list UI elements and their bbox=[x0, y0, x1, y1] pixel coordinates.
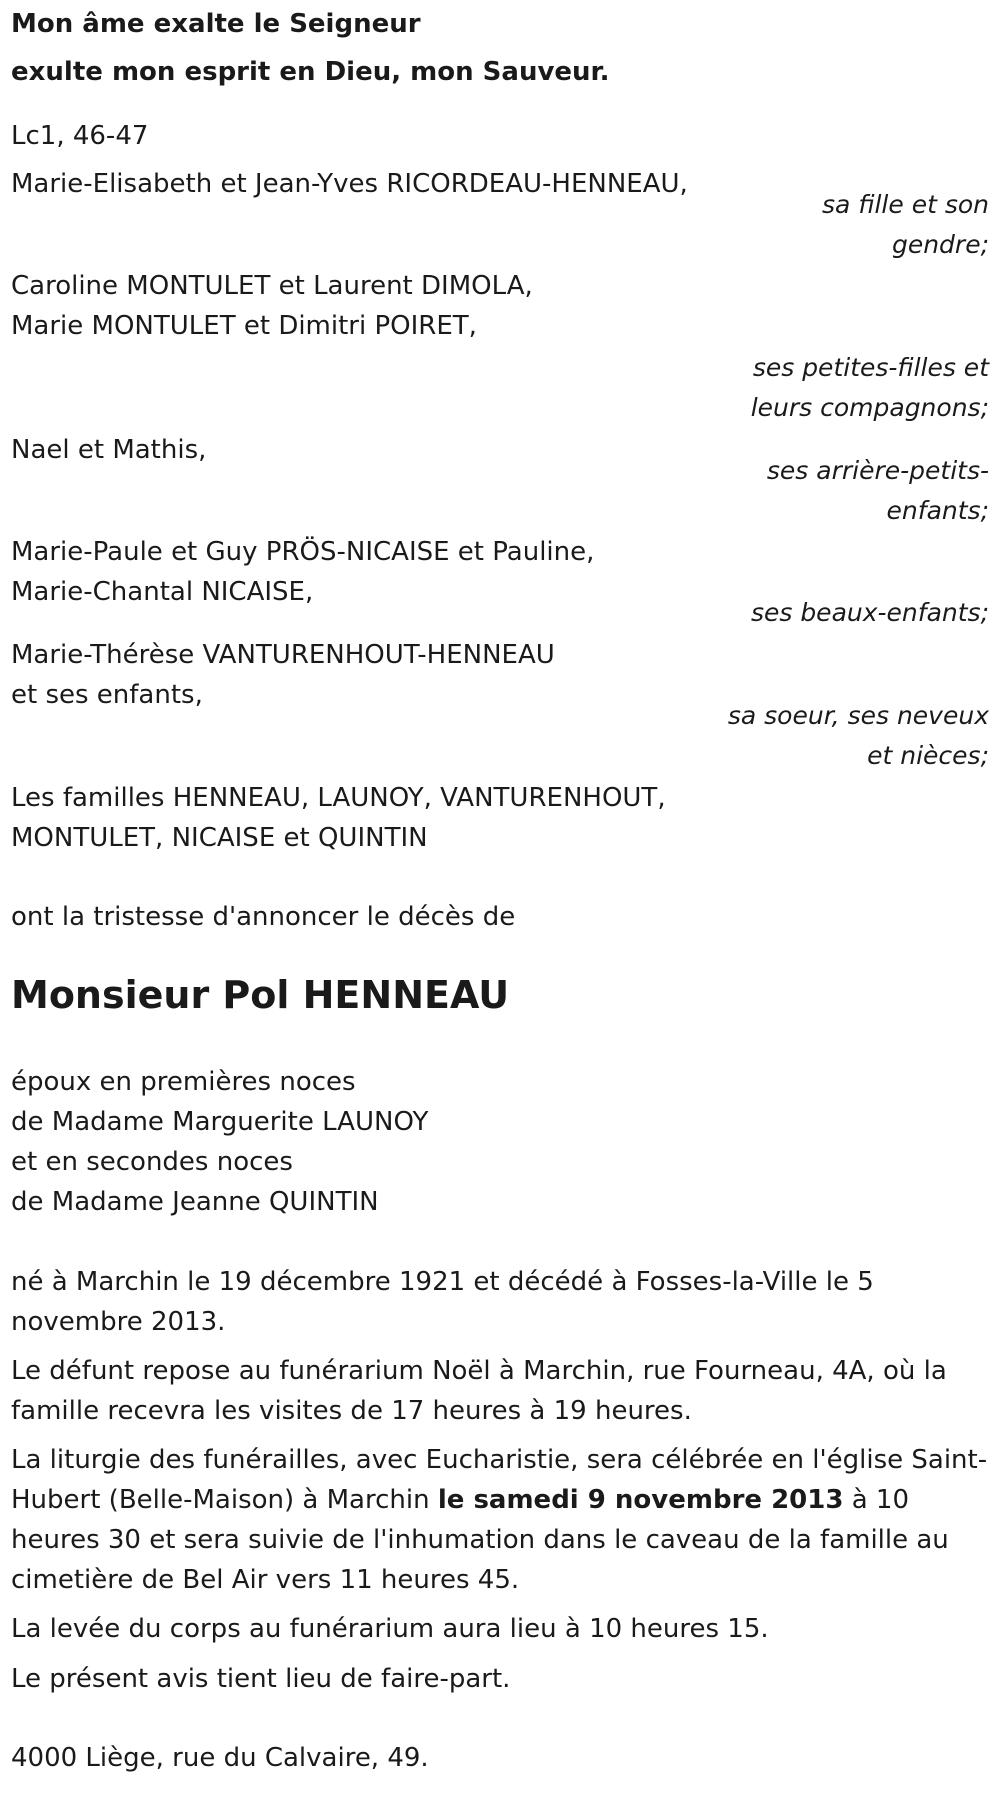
family-names: Marie MONTULET et Dimitri POIRET, bbox=[11, 311, 477, 341]
family-relation: ses beaux-enfants; bbox=[750, 598, 989, 627]
family-names: Marie-Thérèse VANTURENHOUT-HENNEAU bbox=[11, 640, 555, 670]
liturgy-text: La liturgie des funérailles, avec Eucharistie, sera célébrée en l'église Saint-Hubert (Belle-Maison) à Marchin bbox=[11, 1445, 988, 1515]
faire-part-notice: Le présent avis tient lieu de faire-part. bbox=[11, 1664, 511, 1694]
levee-info: La levée du corps au funérarium aura lieu à 10 heures 15. bbox=[11, 1614, 769, 1644]
family-relation: ses petites-filles et bbox=[752, 353, 989, 382]
announcement: ont la tristesse d'annoncer le décès de bbox=[11, 902, 516, 932]
spouse-line: et en secondes noces bbox=[11, 1147, 293, 1177]
spouse-line: époux en premières noces bbox=[11, 1067, 356, 1097]
liturgy-info bbox=[11, 1440, 989, 1600]
verse-reference: Lc1, 46-47 bbox=[11, 121, 149, 151]
funeral-date: le samedi 9 novembre 2013 bbox=[437, 1485, 844, 1515]
liturgy-text-end: à 10 heures 30 et sera suivie de l'inhumation dans le caveau de la famille au cimetière de Bel Air vers 11 heures 45. bbox=[11, 1485, 949, 1595]
deceased-name: Monsieur Pol HENNEAU bbox=[11, 973, 510, 1017]
family-relation: gendre; bbox=[891, 230, 989, 259]
family-relation: leurs compagnons; bbox=[750, 393, 989, 422]
funerarium-info: Le défunt repose au funérarium Noël à Marchin, rue Fourneau, 4A, où la famille recevra les visites de 17 heures à 19 heures. bbox=[11, 1356, 947, 1426]
family-relation: sa fille et son bbox=[822, 190, 989, 219]
family-names: Nael et Mathis, bbox=[11, 435, 207, 465]
family-names: MONTULET, NICAISE et QUINTIN bbox=[11, 823, 428, 853]
family-relation: sa soeur, ses neveux bbox=[727, 701, 989, 730]
family-relation: ses arrière-petits- bbox=[766, 456, 989, 485]
family-relation: et nièces; bbox=[867, 741, 989, 770]
birth-death: né à Marchin le 19 décembre 1921 et décédé à Fosses-la-Ville le 5 novembre 2013. bbox=[11, 1267, 874, 1337]
family-relation: enfants; bbox=[886, 496, 989, 525]
family-names: et ses enfants, bbox=[11, 680, 203, 710]
family-names: Marie-Paule et Guy PRÖS-NICAISE et Pauline, bbox=[11, 537, 595, 567]
family-names: Marie-Chantal NICAISE, bbox=[11, 577, 314, 607]
spouse-line: de Madame Jeanne QUINTIN bbox=[11, 1187, 379, 1217]
spouse-line: de Madame Marguerite LAUNOY bbox=[11, 1107, 429, 1137]
verse-line-1: Mon âme exalte le Seigneur bbox=[11, 9, 421, 39]
address: 4000 Liège, rue du Calvaire, 49. bbox=[11, 1743, 429, 1773]
family-names: Caroline MONTULET et Laurent DIMOLA, bbox=[11, 271, 533, 301]
family-names: Les familles HENNEAU, LAUNOY, VANTURENHOUT, bbox=[11, 783, 666, 813]
verse-line-2: exulte mon esprit en Dieu, mon Sauveur. bbox=[11, 57, 610, 87]
family-names: Marie-Elisabeth et Jean-Yves RICORDEAU-HENNEAU, bbox=[11, 169, 688, 199]
